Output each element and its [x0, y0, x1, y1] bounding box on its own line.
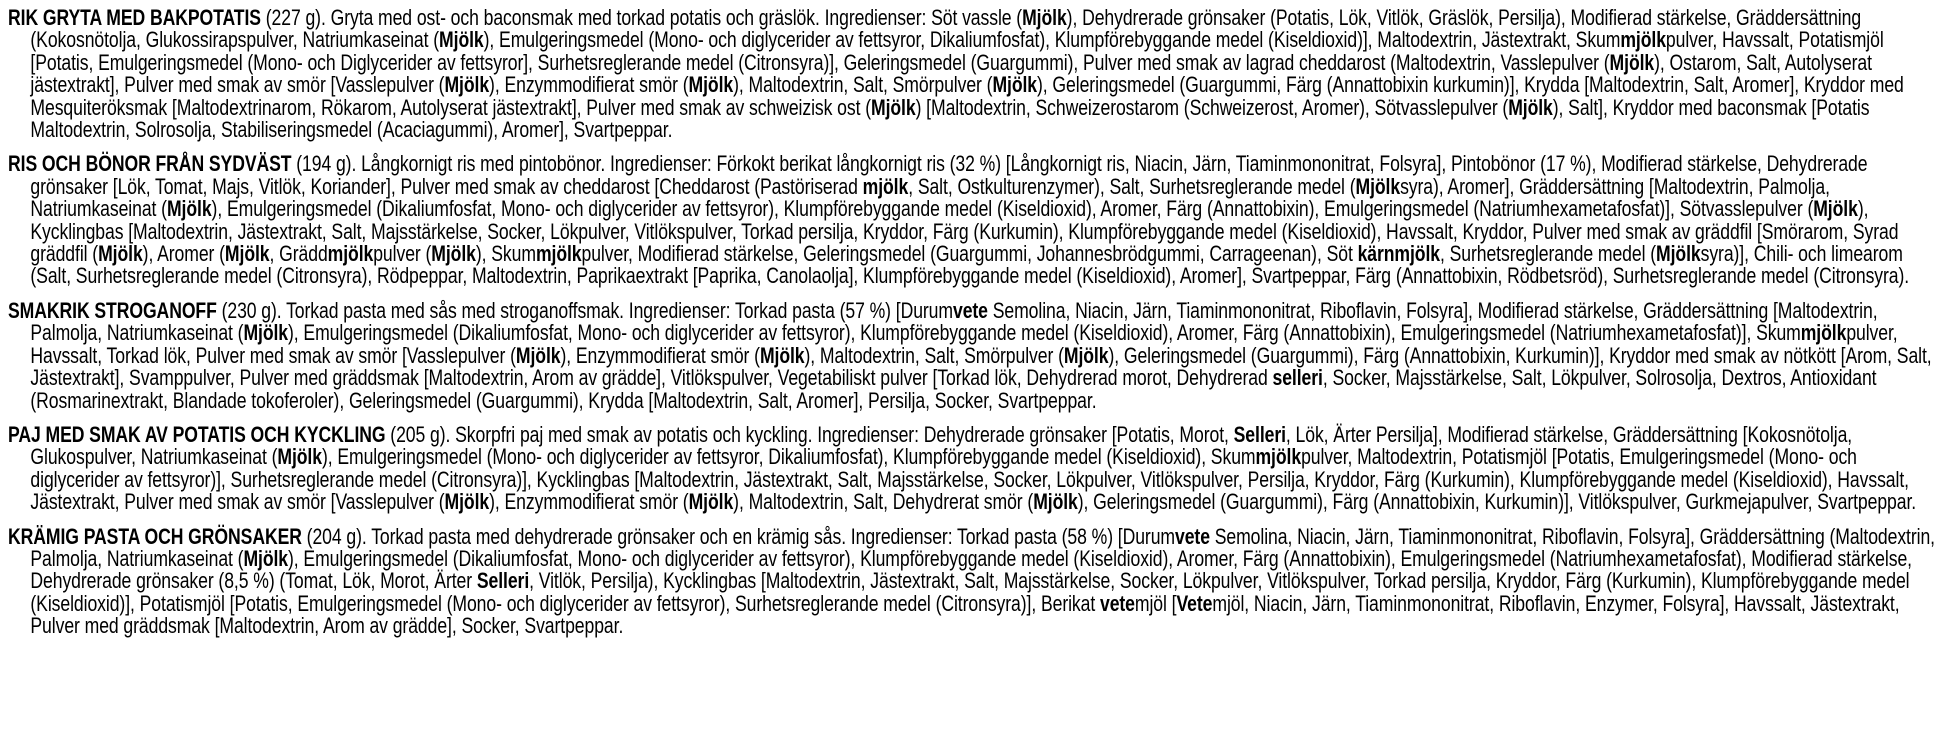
allergen-emphasis: Mjölk — [1609, 49, 1655, 75]
allergen-emphasis: selleri — [1272, 365, 1323, 391]
allergen-emphasis: mjölk — [327, 241, 374, 267]
product-ingredients-paragraph: PAJ MED SMAK AV POTATIS OCH KYCKLING (205 g). Skorpfri paj med smak av potatis och kyckling. Ingredienser: Dehydrerade grönsaker [Potatis, Morot, Selleri, Lök, Ärter Persilja], Modifierad stärkelse, Gräddersättning [Kokosnötolja, Glukospulver, Natriumkaseinat (Mjölk), Emulgeringsmedel (Mono- och diglycerider av fettsyror, Dikaliumfosfat), Klumpförebyggande medel (Kiseldioxid), Skummjölkpulver, Maltodextrin, Potatismjöl [Potatis, Emulgeringsmedel (Mono- och diglycerider av fettsyror)], Surhetsreglerande medel (Citronsyra)], Kycklingbas [Maltodextrin, Jästextrakt, Salt, Majsstärkelse, Socker, Lökpulver, Vitlökspulver, Persilja, Kryddor, Färg (Kurkumin), Klumpförebyggande medel (Kiseldioxid), Havssalt, Jästextrakt, Pulver med smak av smör [Vasslepulver (Mjölk), Enzymmodifierat smör (Mjölk), Maltodextrin, Salt, Dehydrerat smör (Mjölk), Geleringsmedel (Guargummi), Färg (Annattobixin, Kurkumin)], Vitlökspulver, Gurkmejapulver, Svartpeppar. — [8, 421, 1917, 515]
product-ingredients-paragraph: SMAKRIK STROGANOFF (230 g). Torkad pasta med sås med stroganoffsmak. Ingredienser: Torkad pasta (57 %) [Durumvete Semolina, Niacin, Järn, Tiaminmononitrat, Riboflavin, Folsyra], Modifierad stärkelse, Gräddersättning [Maltodextrin, Palmolja, Natriumkaseinat (Mjölk), Emulgeringsmedel (Dikaliumfosfat, Mono- och diglycerider av fettsyror), Klumpförebyggande medel (Kiseldioxid), Aromer, Färg (Annattobixin), Emulgeringsmedel (Natriumhexametafosfat)], Skummjölkpulver, Havssalt, Torkad lök, Pulver med smak av smör [Vasslepulver (Mjölk), Enzymmodifierat smör (Mjölk), Maltodextrin, Salt, Smörpulver (Mjölk), Geleringsmedel (Guargummi), Färg (Annattobixin, Kurkumin)], Kryddor med smak av nötkött [Arom, Salt, Jästextrakt], Svamppulver, Pulver med gräddsmak [Maltodextrin, Arom av grädde], Vitlökspulver, Vegetabiliskt pulver [Torkad lök, Dehydrerad morot, Dehydrerad selleri, Socker, Majsstärkelse, Salt, Lökpulver, Solrosolja, Dextros, Antioxidant (Rosmarinextrakt, Blandade tokoferoler), Geleringsmedel (Guargummi), Krydda [Maltodextrin, Salt, Aromer], Persilja, Socker, Svartpeppar. — [8, 297, 1932, 413]
allergen-emphasis: Mjölk — [166, 196, 212, 222]
product-ingredients-paragraph: RIK GRYTA MED BAKPOTATIS (227 g). Gryta med ost- och baconsmak med torkad potatis och gräslök. Ingredienser: Söt vassle (Mjölk), Dehydrerade grönsaker (Potatis, Lök, Vitlök, Gräslök, Persilja), Modifierad stärkelse, Gräddersättning (Kokosnötolja, Glukossirapspulver, Natriumkaseinat (Mjölk), Emulgeringsmedel (Mono- och diglycerider av fettsyror, Dikaliumfosfat), Klumpförebyggande medel (Kiseldioxid)], Maltodextrin, Jästextrakt, Skummjölkpulver, Havssalt, Potatismjöl [Potatis, Emulgeringsmedel (Mono- och Diglycerider av fettsyror], Surhetsreglerande medel (Citronsyra)], Geleringsmedel (Guargummi), Pulver med smak av lagrad cheddarost (Maltodextrin, Vasslepulver (Mjölk), Ostarom, Salt, Autolyserat jästextrakt], Pulver med smak av smör [Vasslepulver (Mjölk), Enzymmodifierat smör (Mjölk), Maltodextrin, Salt, Smörpulver (Mjölk), Geleringsmedel (Guargummi, Färg (Annattobixin kurkumin)], Krydda [Maltodextrin, Salt, Aromer], Kryddor med Mesquiteröksmak [Maltodextrinarom, Rökarom, Autolyserat jästextrakt], Pulver med smak av schweizisk ost (Mjölk) [Maltodextrin, Schweizerostarom (Schweizerost, Aromer), Sötvasslepulver (Mjölk), Salt], Kryddor med baconsmak [Potatis Maltodextrin, Solrosolja, Stabiliseringsmedel (Acaciagummi), Aromer], Svartpeppar. — [8, 5, 1904, 143]
allergen-emphasis: Mjölk — [439, 27, 484, 53]
allergen-emphasis: Mjölk — [688, 72, 734, 98]
allergen-emphasis: Mjölk — [1022, 5, 1067, 30]
allergen-emphasis: Mjölk — [277, 444, 322, 470]
product-ingredients-paragraph: RIS OCH BÖNOR FRÅN SYDVÄST (194 g). Långkornigt ris med pintobönor. Ingredienser: Förkokt berikat långkornigt ris (32 %) [Långkornigt ris, Niacin, Järn, Tiaminmononitrat, Folsyra], Pintobönor (17 %), Modifierad stärkelse, Dehydrerade grönsaker [Lök, Tomat, Majs, Vitlök, Koriander], Pulver med smak av cheddarost [Cheddarost (Pastöriserad mjölk, Salt, Ostkulturenzymer), Salt, Surhetsreglerande medel (Mjölksyra), Aromer], Gräddersättning [Maltodextrin, Palmolja, Natriumkaseinat (Mjölk), Emulgeringsmedel (Dikaliumfosfat, Mono- och diglycerider av fettsyror), Klumpförebyggande medel (Kiseldioxid), Aromer, Färg (Annattobixin), Emulgeringsmedel (Natriumhexametafosfat)], Sötvasslepulver (Mjölk), Kycklingbas [Maltodextrin, Jästextrakt, Salt, Majsstärkelse, Socker, Lökpulver, Vitlökspulver, Torkad persilja, Kryddor, Färg (Kurkumin), Klumpförebyggande medel (Kiseldioxid), Havssalt, Kryddor, Pulver med smak av gräddfil [Smörarom, Syrad gräddfil (Mjölk), Aromer (Mjölk, Gräddmjölkpulver (Mjölk), Skummjölkpulver, Modifierad stärkelse, Geleringsmedel (Guargummi, Johannesbrödgummi, Carrageenan), Söt kärnmjölk, Surhetsreglerande medel (Mjölksyra)], Chili- och limearom (Salt, Surhetsreglerande medel (Citronsyra), Rödpeppar, Maltodextrin, Paprikaextrakt [Paprika, Canolaolja], Klumpförebyggande medel (Kiseldioxid), Aromer], Svartpeppar, Färg (Annattobixin, Rödbetsröd), Surhetsreglerande medel (Citronsyra). — [8, 151, 1910, 289]
allergen-emphasis: Selleri — [476, 568, 530, 594]
allergen-emphasis: vete — [952, 297, 988, 323]
allergen-emphasis: Mjölk — [759, 342, 805, 368]
allergen-emphasis: kärnmjölk — [1357, 241, 1440, 267]
allergen-emphasis: mjölk — [862, 173, 909, 199]
allergen-emphasis: Mjölk — [1656, 241, 1701, 267]
allergen-emphasis: Mjölk — [431, 241, 476, 267]
product-name: RIS OCH BÖNOR FRÅN SYDVÄST — [8, 151, 292, 177]
product-name: RIK GRYTA MED BAKPOTATIS — [8, 5, 261, 30]
allergen-emphasis: Mjölk — [1813, 196, 1858, 222]
allergen-emphasis: mjölk — [1255, 444, 1302, 470]
allergen-emphasis: Mjölk — [1508, 94, 1553, 120]
allergen-emphasis: Mjölk — [224, 241, 270, 267]
allergen-emphasis: Mjölk — [243, 545, 289, 571]
allergen-emphasis: Mjölk — [688, 489, 734, 515]
allergen-emphasis: Mjölk — [871, 94, 916, 120]
allergen-emphasis: mjölk — [1800, 320, 1847, 346]
product-name: KRÄMIG PASTA OCH GRÖNSAKER — [8, 523, 302, 549]
allergen-emphasis: Mjölk — [515, 342, 561, 368]
allergen-emphasis: Vete — [1176, 590, 1213, 616]
allergen-emphasis: vete — [1175, 523, 1210, 549]
allergen-emphasis: Mjölk — [243, 320, 289, 346]
product-name: PAJ MED SMAK AV POTATIS OCH KYCKLING — [8, 421, 386, 447]
allergen-emphasis: mjölk — [1620, 27, 1666, 53]
allergen-emphasis: Mjölk — [444, 489, 490, 515]
product-name: SMAKRIK STROGANOFF — [8, 297, 217, 323]
allergen-emphasis: Mjölk — [1033, 489, 1078, 515]
allergen-emphasis: Mjölk — [444, 72, 490, 98]
allergen-emphasis: Mjölk — [1355, 173, 1401, 199]
allergen-emphasis: Mjölk — [98, 241, 143, 267]
allergen-emphasis: Mjölk — [992, 72, 1038, 98]
allergen-emphasis: vete — [1099, 590, 1135, 616]
product-ingredients-paragraph: KRÄMIG PASTA OCH GRÖNSAKER (204 g). Torkad pasta med dehydrerade grönsaker och en krämig sås. Ingredienser: Torkad pasta (58 %) [Durumvete Semolina, Niacin, Järn, Tiaminmononitrat, Riboflavin, Folsyra], Gräddersättning (Maltodextrin, Palmolja, Natriumkaseinat (Mjölk), Emulgeringsmedel (Dikaliumfosfat, Mono- och diglycerider av fettsyror), Klumpförebyggande medel (Kiseldioxid), Aromer, Färg (Annattobixin), Emulgeringsmedel (Natriumhexametafosfat), Modifierad stärkelse, Dehydrerade grönsaker (8,5 %) (Tomat, Lök, Morot, Ärter Selleri, Vitlök, Persilja), Kycklingbas [Maltodextrin, Jästextrakt, Salt, Majsstärkelse, Socker, Lökpulver, Vitlökspulver, Torkad persilja, Kryddor, Färg (Kurkumin), Klumpförebyggande medel (Kiseldioxid)], Potatismjöl [Potatis, Emulgeringsmedel (Mono- och diglycerider av fettsyror), Surhetsreglerande medel (Citronsyra)], Berikat vetemjöl [Vetemjöl, Niacin, Järn, Tiaminmononitrat, Riboflavin, Enzymer, Folsyra], Havssalt, Jästextrakt, Pulver med gräddsmak [Maltodextrin, Arom av grädde], Socker, Svartpeppar. — [8, 523, 1935, 639]
allergen-emphasis: Selleri — [1233, 421, 1286, 447]
allergen-emphasis: mjölk — [535, 241, 582, 267]
allergen-emphasis: Mjölk — [1063, 342, 1109, 368]
